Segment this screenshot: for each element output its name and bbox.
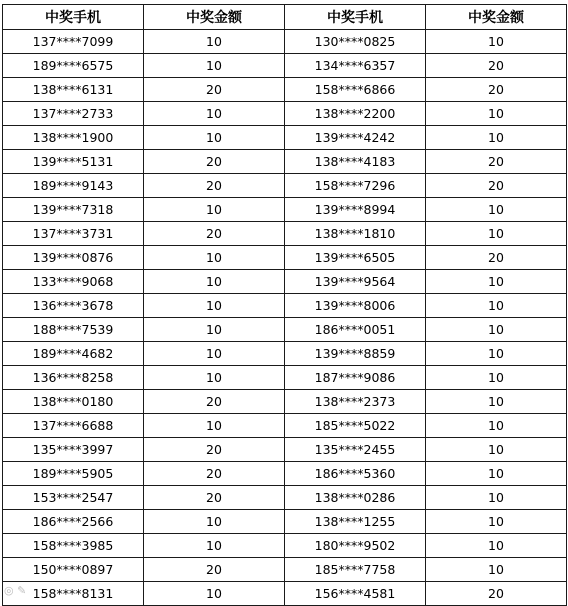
prize-amount-cell: 10: [426, 198, 567, 222]
prize-amount-cell: 10: [144, 198, 285, 222]
table-row: [3, 486, 567, 510]
winning-phone-cell: 186****2566: [3, 510, 144, 534]
prize-amount-cell: 10: [426, 558, 567, 582]
winning-phone-cell: 138****4183: [285, 150, 426, 174]
prize-amount-cell: 20: [426, 582, 567, 606]
winning-phone-cell: 188****7539: [3, 318, 144, 342]
table-row: [3, 510, 567, 534]
winning-phone-cell: 139****7318: [3, 198, 144, 222]
prize-amount-cell: 10: [426, 390, 567, 414]
table-row: [3, 318, 567, 342]
table-row: [3, 246, 567, 270]
prize-amount-cell: 10: [426, 414, 567, 438]
winning-phone-cell: 187****9086: [285, 366, 426, 390]
prize-amount-cell: 10: [144, 366, 285, 390]
winning-phone-cell: 158****8131: [3, 582, 144, 606]
winning-phone-cell: 137****7099: [3, 30, 144, 54]
prize-amount-cell: 20: [426, 78, 567, 102]
winning-phone-cell: 133****9068: [3, 270, 144, 294]
prize-winners-table: [2, 4, 567, 606]
header-winning-phone-2: 中奖手机: [285, 5, 426, 30]
winning-phone-cell: 189****9143: [3, 174, 144, 198]
prize-amount-cell: 10: [426, 270, 567, 294]
winning-phone-cell: 135****2455: [285, 438, 426, 462]
winning-phone-cell: 156****4581: [285, 582, 426, 606]
winning-phone-cell: 185****5022: [285, 414, 426, 438]
table-row: [3, 582, 567, 606]
winning-phone-cell: 189****5905: [3, 462, 144, 486]
table-row: [3, 222, 567, 246]
prize-amount-cell: 10: [426, 366, 567, 390]
prize-amount-cell: 20: [144, 150, 285, 174]
prize-amount-cell: 10: [426, 318, 567, 342]
prize-amount-cell: 10: [144, 510, 285, 534]
prize-amount-cell: 10: [144, 126, 285, 150]
prize-amount-cell: 20: [426, 174, 567, 198]
prize-amount-cell: 10: [426, 222, 567, 246]
winning-phone-cell: 158****3985: [3, 534, 144, 558]
prize-amount-cell: 20: [144, 390, 285, 414]
table-row: [3, 78, 567, 102]
winning-phone-cell: 158****7296: [285, 174, 426, 198]
winning-phone-cell: 139****8994: [285, 198, 426, 222]
prize-amount-cell: 10: [426, 438, 567, 462]
winning-phone-cell: 136****8258: [3, 366, 144, 390]
winning-phone-cell: 138****0180: [3, 390, 144, 414]
prize-amount-cell: 10: [426, 294, 567, 318]
winning-phone-cell: 137****6688: [3, 414, 144, 438]
table-row: [3, 342, 567, 366]
table-row: [3, 198, 567, 222]
winning-phone-cell: 158****6866: [285, 78, 426, 102]
prize-amount-cell: 20: [144, 558, 285, 582]
prize-amount-cell: 10: [144, 54, 285, 78]
winning-phone-cell: 180****9502: [285, 534, 426, 558]
table-row: [3, 174, 567, 198]
winning-phone-cell: 138****2200: [285, 102, 426, 126]
winning-phone-cell: 153****2547: [3, 486, 144, 510]
table-row: [3, 30, 567, 54]
table-row: [3, 366, 567, 390]
winning-phone-cell: 138****1810: [285, 222, 426, 246]
prize-amount-cell: 10: [144, 414, 285, 438]
table-row: [3, 414, 567, 438]
prize-amount-cell: 20: [426, 54, 567, 78]
prize-amount-cell: 20: [426, 246, 567, 270]
prize-amount-cell: 10: [426, 486, 567, 510]
winning-phone-cell: 138****2373: [285, 390, 426, 414]
winning-phone-cell: 139****8006: [285, 294, 426, 318]
winning-phone-cell: 186****0051: [285, 318, 426, 342]
winning-phone-cell: 139****9564: [285, 270, 426, 294]
prize-amount-cell: 10: [144, 270, 285, 294]
prize-amount-cell: 10: [144, 294, 285, 318]
winning-phone-cell: 138****1255: [285, 510, 426, 534]
prize-amount-cell: 20: [426, 150, 567, 174]
prize-amount-cell: 20: [144, 462, 285, 486]
prize-amount-cell: 10: [426, 534, 567, 558]
winning-phone-cell: 135****3997: [3, 438, 144, 462]
header-prize-amount-1: 中奖金额: [144, 5, 285, 30]
prize-amount-cell: 10: [426, 30, 567, 54]
table-row: [3, 534, 567, 558]
winning-phone-cell: 150****0897: [3, 558, 144, 582]
winning-phone-cell: 189****4682: [3, 342, 144, 366]
winning-phone-cell: 139****8859: [285, 342, 426, 366]
prize-amount-cell: 20: [144, 222, 285, 246]
prize-amount-cell: 20: [144, 78, 285, 102]
table-row: [3, 54, 567, 78]
prize-amount-cell: 10: [426, 126, 567, 150]
table-body: [3, 30, 567, 606]
table-row: [3, 270, 567, 294]
prize-amount-cell: 10: [144, 102, 285, 126]
prize-amount-cell: 20: [144, 174, 285, 198]
watermark-logo: ◎ ✎: [4, 584, 27, 597]
winning-phone-cell: 137****2733: [3, 102, 144, 126]
prize-amount-cell: 10: [426, 462, 567, 486]
table-row: [3, 390, 567, 414]
table-row: [3, 150, 567, 174]
table-row: [3, 294, 567, 318]
winning-phone-cell: 189****6575: [3, 54, 144, 78]
winning-phone-cell: 139****5131: [3, 150, 144, 174]
winning-phone-cell: 139****4242: [285, 126, 426, 150]
winning-phone-cell: 139****0876: [3, 246, 144, 270]
prize-amount-cell: 10: [426, 342, 567, 366]
header-prize-amount-2: 中奖金额: [426, 5, 567, 30]
prize-amount-cell: 10: [144, 342, 285, 366]
winning-phone-cell: 139****6505: [285, 246, 426, 270]
prize-amount-cell: 20: [144, 438, 285, 462]
prize-amount-cell: 10: [144, 30, 285, 54]
prize-amount-cell: 10: [144, 318, 285, 342]
winning-phone-cell: 138****6131: [3, 78, 144, 102]
table-row: [3, 462, 567, 486]
table-row: [3, 438, 567, 462]
winning-phone-cell: 137****3731: [3, 222, 144, 246]
table-header-row: [3, 5, 567, 30]
winning-phone-cell: 138****1900: [3, 126, 144, 150]
winning-phone-cell: 185****7758: [285, 558, 426, 582]
prize-amount-cell: 10: [426, 102, 567, 126]
winning-phone-cell: 138****0286: [285, 486, 426, 510]
prize-amount-cell: 10: [426, 510, 567, 534]
prize-amount-cell: 10: [144, 534, 285, 558]
winning-phone-cell: 136****3678: [3, 294, 144, 318]
winning-phone-cell: 186****5360: [285, 462, 426, 486]
table-row: [3, 558, 567, 582]
prize-amount-cell: 10: [144, 582, 285, 606]
winning-phone-cell: 134****6357: [285, 54, 426, 78]
winning-phone-cell: 130****0825: [285, 30, 426, 54]
header-winning-phone-1: 中奖手机: [3, 5, 144, 30]
table-row: [3, 102, 567, 126]
table-row: [3, 126, 567, 150]
prize-amount-cell: 10: [144, 246, 285, 270]
prize-amount-cell: 20: [144, 486, 285, 510]
